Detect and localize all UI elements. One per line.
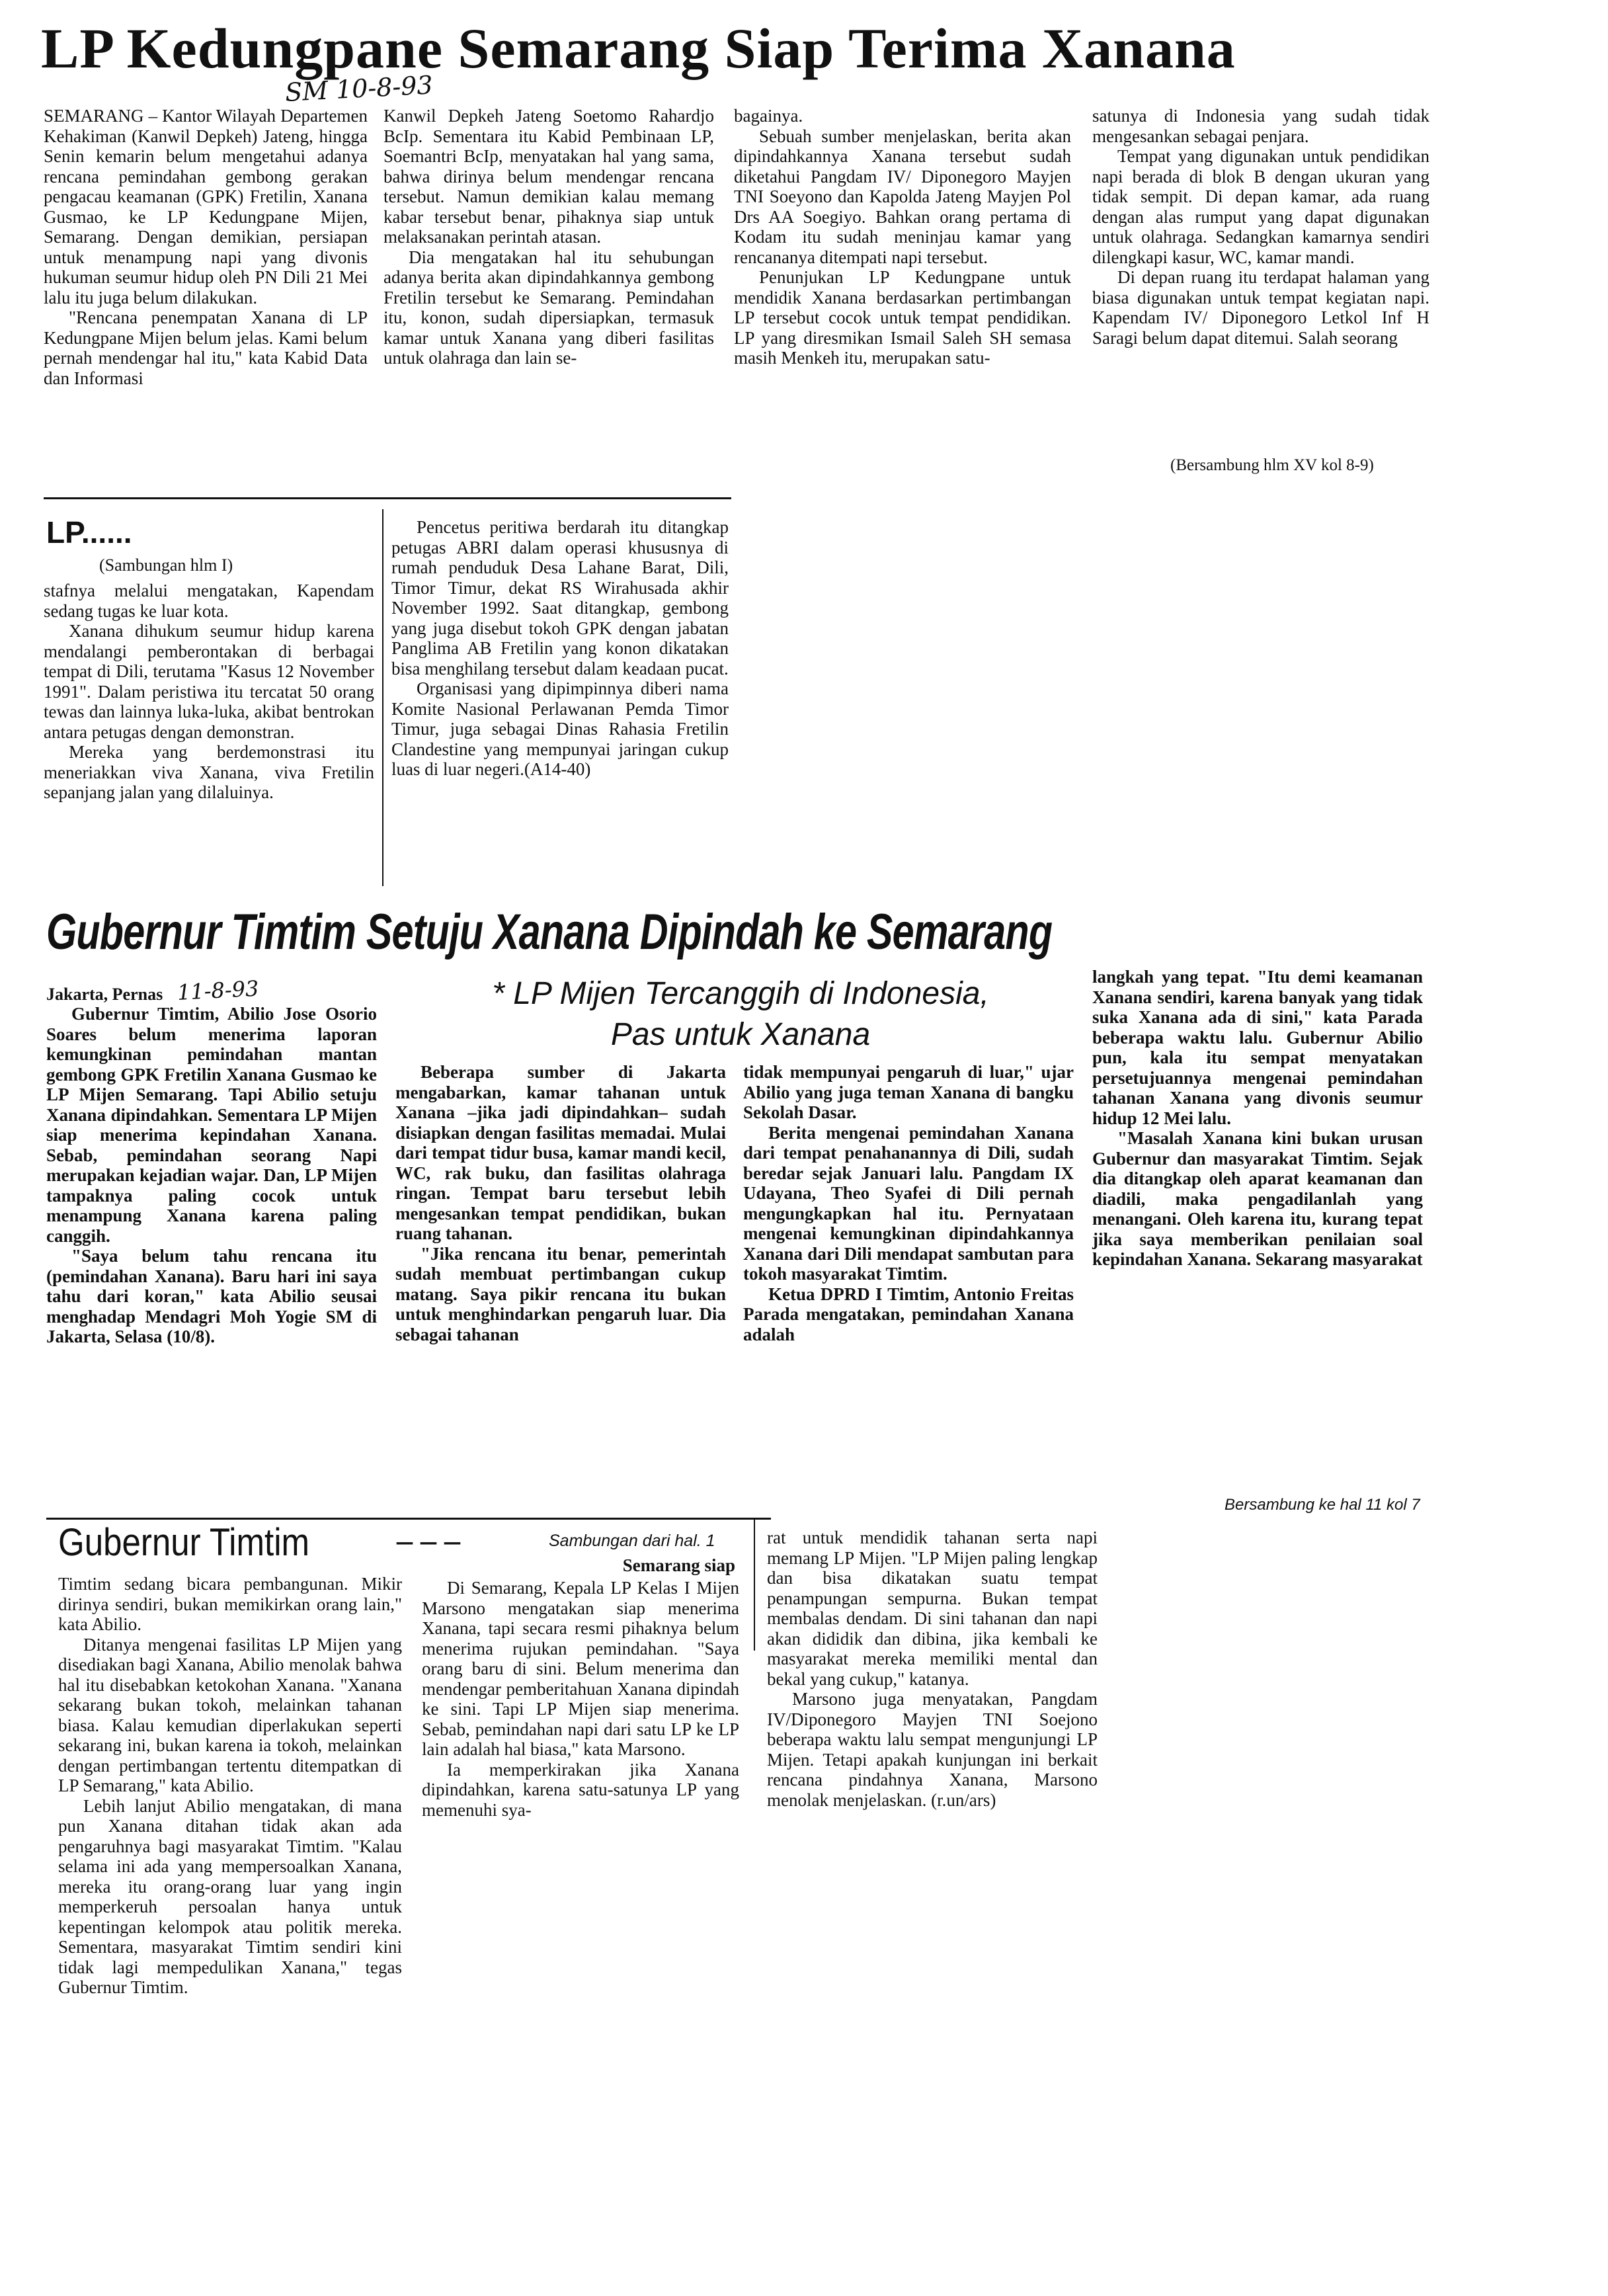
paragraph: Tempat yang digunakan untuk pendidikan napi berada di blok B dengan ukuran yang tidak sempit. Di depan kamar, ada ruang dengan alas rumput yang dapat digunakan untuk olahraga. Sedangkan kamarnya sendiri dilengkapi kasur, WC, kamar mandi. [1092, 146, 1429, 267]
paragraph: Pencetus peritiwa berdarah itu ditangkap petugas ABRI dalam operasi khususnya di rumah penduduk Desa Lahane Barat, Dili, Timor Timur, dekat RS Wirahusada akhir November 1992. Saat ditangkap, gembong yang juga disebut tokoh GPK dengan jabatan Panglima AB Fretilin yang konon dikatakan bisa menghilang tersebut dalam keadaan pucat. [391, 517, 729, 678]
article1-handwritten-date: SM 10-8-93 [284, 70, 434, 107]
paragraph: Beberapa sumber di Jakarta mengabarkan, kamar tahanan untuk Xanana –jika jadi dipindahkan– sudah disiapkan dengan fasilitas memadai. Mulai dari tempat tidur busa, kamar mandi kecil, WC, rak buku, dan fasilitas olahraga ringan. Tempat baru tersebut lebih mengesankan tempat pendidikan, bukan ruang tahanan. [395, 1062, 726, 1243]
paragraph: SEMARANG – Kantor Wilayah Departemen Kehakiman (Kanwil Depkeh) Jateng, hingga Senin kemarin belum mengetahui adanya rencana pemindahan gembong gerakan pengacau keamanan (GPK) Fretilin, Xanana Gusmao, ke LP Kedungpane Mijen, Semarang. Dengan demikian, persiapan untuk menampung napi yang divonis hukuman seumur hidup oleh PN Dili 21 Mei lalu itu juga belum dilakukan. [44, 106, 368, 308]
paragraph: Di depan ruang itu terdapat halaman yang biasa digunakan untuk tempat kegiatan napi. Kapendam IV/ Diponegoro Letkol Inf H Saragi belum dapat ditemui. Salah seorang [1092, 267, 1429, 348]
paragraph: tidak mempunyai pengaruh di luar," ujar Abilio yang juga teman Xanana di bangku Sekolah Dasar. [743, 1062, 1074, 1122]
divider [46, 1518, 771, 1520]
article2-col4 [1092, 967, 1423, 1270]
paragraph: Ditanya mengenai fasilitas LP Mijen yang disediakan bagi Xanana, Abilio menolak bahwa hal itu disebabkan ketokohan Xanana. "Xanana sekarang bukan tokoh, melainkan tahanan biasa. Kalau kemudian diperlakukan seperti sekarang ini, bukan karena ia tokoh, melainkan dengan pertimbangan tertentu ditempatkan di LP Semarang," kata Abilio. [58, 1634, 402, 1795]
paragraph: "Saya belum tahu rencana itu (pemindahan Xanana). Baru hari ini saya tahu dari koran," kata Abilio seusai menghadap Mendagri Moh Yogie SM di Jakarta, Selasa (10/8). [46, 1246, 377, 1346]
paragraph: "Rencana penempatan Xanana di LP Kedungpane Mijen belum jelas. Kami belum pernah mendengar hal itu," kata Kabid Data dan Informasi [44, 308, 368, 388]
article2-cont-sambungan: Sambungan dari hal. 1 [549, 1532, 715, 1550]
paragraph: Gubernur Timtim, Abilio Jose Osorio Soares belum menerima laporan kemungkinan pemindahan mantan gembong GPK Fretilin Xanana Gusmao ke LP Mijen Semarang. Tapi Abilio setuju Xanana dipindahkan. Sementara LP Mijen siap menerima kepindahan Xanana. Sebab, pemindahan seorang Napi merupakan kejadian wajar. Dan, LP Mijen tampaknya paling cocok untuk menampung Xanana karena paling canggih. [46, 1004, 377, 1246]
paragraph: Xanana dihukum seumur hidup karena mendalangi pemberontakan di berbagai tempat di Dili, terutama "Kasus 12 November 1991". Dalam peristiwa itu tercatat 50 orang tewas dan lainnya luka-luka, akibat bentrokan antara petugas dengan demonstran. [44, 621, 374, 742]
paragraph: Ketua DPRD I Timtim, Antonio Freitas Parada mengatakan, pemindahan Xanana adalah [743, 1284, 1074, 1344]
article2-dateline-row [46, 975, 259, 1005]
paragraph: "Jika rencana itu benar, pemerintah sudah membuat pertimbangan cukup matang. Saya pikir rencana itu bukan untuk menghindarkan pengaruh luar. Dia sebagai tahanan [395, 1243, 726, 1344]
article1-cont-col1 [44, 581, 374, 803]
paragraph: bagainya. [734, 106, 803, 126]
article2-cont-col1 [58, 1574, 402, 1998]
paragraph: "Masalah Xanana kini bukan urusan Gubernur dan masyarakat Timtim. Sejak dia ditangkap oleh aparat keamanan dan diadili, maka pengadilanlah yang menangani. Oleh karena itu, kurang tepat jika saya memberikan penilaian soal kepindahan Xanana. Sekarang masyarakat [1092, 1128, 1423, 1269]
article1-cont-col2 [391, 517, 729, 780]
paragraph: Penunjukan LP Kedungpane untuk mendidik Xanana berdasarkan pertimbangan LP tersebut cocok untuk tempat pendidikan. LP yang diresmikan Ismail Saleh SH semasa masih Menkeh itu, merupakan satu- [734, 267, 1071, 368]
article1-col1 [44, 106, 368, 388]
article2-continued-note: Bersambung ke hal 11 kol 7 [1225, 1496, 1420, 1514]
article2-col1 [46, 1004, 377, 1347]
article1-col3 [734, 106, 1071, 368]
paragraph: Ia memperkirakan jika Xanana dipindahkan, karena satu-satunya LP yang memenuhi sya- [422, 1759, 739, 1820]
paragraph: Dia mengatakan hal itu sehubungan adanya berita akan dipindahkannya gembong Fretilin tersebut ke Semarang. Pemindahan itu, konon, sudah dipersiapkan, termasuk kamar untuk Xanana yang diberi fasilitas untuk olahraga dan lain se- [383, 247, 714, 368]
article1-col2 [383, 106, 714, 368]
article2-handwritten-date: 11-8-93 [176, 975, 259, 1005]
article2-cont-col3 [767, 1528, 1098, 1810]
article2-cont-col2 [422, 1578, 739, 1820]
column-divider [754, 1518, 755, 1651]
paragraph: Lebih lanjut Abilio mengatakan, di mana pun Xanana ditahan tidak akan ada pengaruhnya bagi masyarakat Timtim. "Kalau selama ini ada yang mempersoalkan Xanana, mereka itu orang-orang luar yang ingin memperkeruh persoalan hanya untuk kepentingan kelompok atau politik mereka. Sementara, masyarakat Timtim sendiri kini tidak lagi mempedulikan Xanana," tegas Gubernur Timtim. [58, 1795, 402, 1997]
article2-subheadline [397, 973, 1084, 1055]
paragraph: Di Semarang, Kepala LP Kelas I Mijen Marsono mengatakan siap menerima Xanana, tapi secara resmi pihaknya belum menerima rujukan pemindahan. "Saya orang baru di sini. Belum menerima dan mendengar pemberitahuan Xanana dipindah ke sini. Tapi LP Mijen siap menerima. Sebab, pemindahan napi dari satu LP ke LP lain adalah hal biasa," kata Marsono. [422, 1578, 739, 1759]
paragraph: rat untuk mendidik tahanan serta napi memang LP Mijen. "LP Mijen paling lengkap dan bisa dikatakan suatu tempat penampungan sempurna. Bukan tempat membalas dendam. Di sini tahanan dan napi akan dididik dan dibina, jika kembali ke masyarakat mereka memiliki mental dan bekal yang cukup," katanya. [767, 1528, 1098, 1689]
article2-col2 [395, 1062, 726, 1344]
article1-cont-headline: LP...... [46, 515, 132, 550]
article2-cont-section-label: Semarang siap [622, 1555, 735, 1575]
article2-cont-headline: Gubernur Timtim [58, 1521, 310, 1564]
subheadline-line-1: * LP Mijen Tercanggih di Indonesia, [492, 976, 989, 1011]
paragraph: Sebuah sumber menjelaskan, berita akan dipindahkannya Xanana tersebut sudah diketahui Pangdam IV/ Diponegoro Mayjen TNI Soeyono dan Kapolda Jateng Mayjen Pol Drs AA Soegiyo. Bahkan orang pertama di Kodam itu sudah meninjau kamar yang rencananya ditempati napi tersebut. [734, 126, 1071, 267]
paragraph: Marsono juga menyatakan, Pangdam IV/Diponegoro Mayjen TNI Soejono beberapa waktu lalu sempat mengunjungi LP Mijen. Tetapi apakah kunjungan ini berkait rencana pindahnya Xanana, Marsono menolak menjelaskan. (r.un/ars) [767, 1689, 1098, 1810]
article1-col4 [1092, 106, 1429, 348]
paragraph: Berita mengenai pemindahan Xanana dari tempat penahanannya di Dili, sudah beredar sejak Januari lalu. Pangdam IX Udayana, Theo Syafei di Dili pernah mengungkapkan hal itu. Pernyataan mengenai kemungkinan dipindahkannya Xanana dari Dili mendapat sambutan para tokoh masyarakat Timtim. [743, 1122, 1074, 1284]
paragraph: Mereka yang berdemonstrasi itu meneriakkan viva Xanana, viva Fretilin sepanjang jalan yang dilaluinya. [44, 742, 374, 802]
paragraph: Organisasi yang dipimpinnya diberi nama Komite Nasional Perlawanan Pemda Timor Timur, juga sebagai Dinas Rahasia Fretilin Clandestine yang mempunyai jaringan cukup luas di luar negeri.(A14-40) [391, 678, 729, 779]
paragraph: satunya di Indonesia yang sudah tidak mengesankan sebagai penjara. [1092, 106, 1429, 146]
article2-col3 [743, 1062, 1074, 1344]
article1-headline: LP Kedungpane Semarang Siap Terima Xanana [41, 17, 1236, 80]
article2-headline: Gubernur Timtim Setuju Xanana Dipindah ke Semarang [46, 904, 1053, 960]
article1-continued-note: (Bersambung hlm XV kol 8-9) [1170, 456, 1374, 474]
divider [44, 497, 731, 499]
column-divider [382, 509, 383, 886]
paragraph: langkah yang tepat. "Itu demi keamanan Xanana sendiri, karena banyak yang tidak suka Xanana ada di sini," kata Parada beberapa waktu lalu. Gubernur Abilio pun, kala itu sempat menyatakan persetujuannya mengenai pemindahan tahanan Xanana yang divonis seumur hidup 12 Mei lalu. [1092, 967, 1423, 1128]
article1-cont-sambungan: (Sambungan hlm I) [99, 555, 233, 575]
paragraph: Kanwil Depkeh Jateng Soetomo Rahardjo BcIp. Sementara itu Kabid Pembinaan LP, Soemantri BcIp, menyatakan hal yang sama, bahwa dirinya belum mendengar rencana tersebut. Namun demikian kalau memang kabar tersebut benar, pihaknya siap untuk melaksanakan perintah atasan. [383, 106, 714, 247]
paragraph: stafnya melalui mengatakan, Kapendam sedang tugas ke luar kota. [44, 581, 374, 621]
subheadline-line-2: Pas untuk Xanana [610, 1017, 871, 1052]
article2-dateline: Jakarta, Pernas [46, 985, 163, 1004]
paragraph: Timtim sedang bicara pembangunan. Mikir dirinya sendiri, bukan memikirkan orang lain," kata Abilio. [58, 1574, 402, 1634]
article2-cont-dashes: – – – [397, 1523, 460, 1558]
